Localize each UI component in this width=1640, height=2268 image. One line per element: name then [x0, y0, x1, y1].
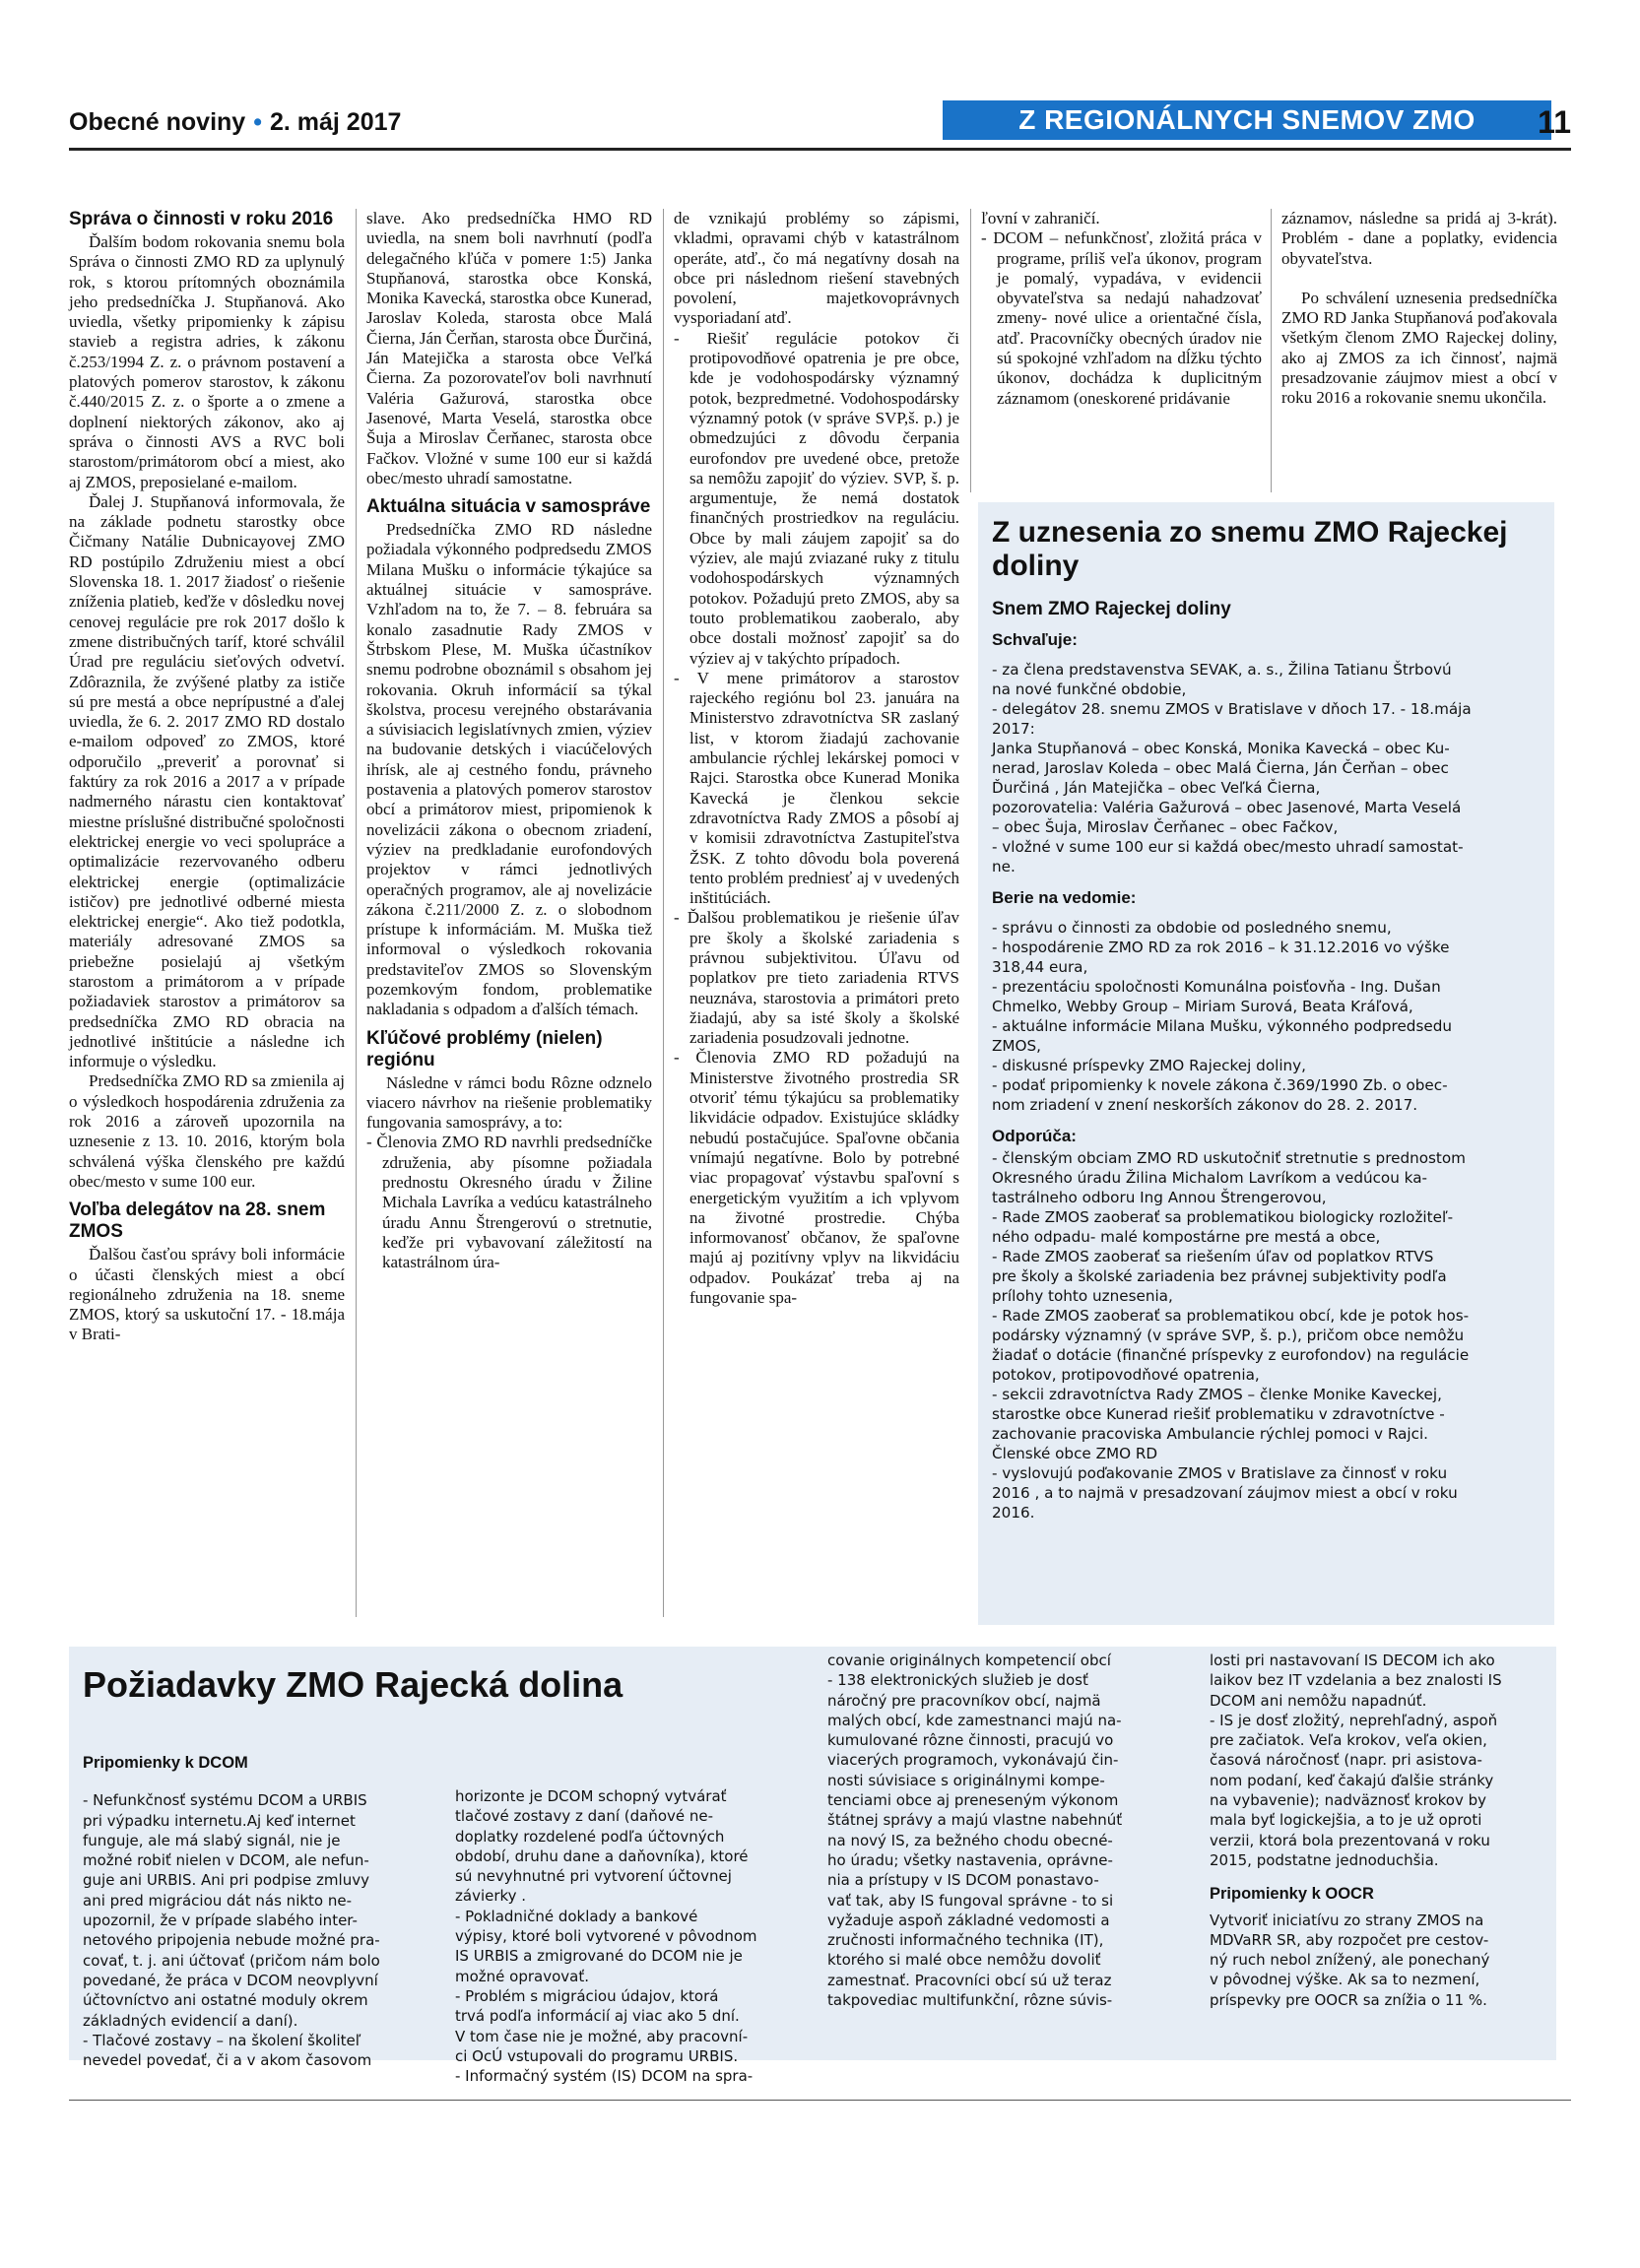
text-line: covať, t. j. ani účtovať (pričom nám bolo — [83, 1951, 380, 1970]
text-line: malých obcí, kde zamestnanci majú na- — [827, 1711, 1122, 1729]
text-line: potokov, protipovodňové opatrenia, — [992, 1366, 1260, 1384]
publication-line — [69, 108, 401, 137]
text-line: - za člena predstavenstva SEVAK, a. s., Žilina Tatianu Štrbovú — [992, 661, 1452, 679]
requirements-column-2 — [455, 1786, 790, 2086]
text-line: takpovediac multifunkční, rôzne súvis- — [827, 1991, 1113, 2010]
text-line: v pôvodnej výške. Ak sa to nezmení, — [1210, 1971, 1480, 1989]
text-line: ný ruch nebol znížený, ale ponechaný — [1210, 1951, 1490, 1970]
publication-date: 2. máj 2017 — [269, 108, 402, 136]
article-column-5 — [1281, 209, 1557, 409]
text-line: výpisy, ktoré boli vytvorené v pôvodnom — [455, 1927, 757, 1946]
section-banner: Z REGIONÁLNYCH SNEMOV ZMO — [943, 100, 1551, 140]
column-divider — [1271, 209, 1272, 492]
text-line: MDVaRR SR, aby rozpočet pre cestov- — [1210, 1930, 1489, 1949]
text-line: – obec Šuja, Miroslav Čerňanec – obec Fačkov, — [992, 818, 1339, 836]
paragraph: Predsedníčka ZMO RD následne požiadala výkonného podpredsedu ZMOS Milana Mušku o informácie týkajúce sa aktuálnej situácie v samospráve. Vzhľadom na to, že 7. – 8. februára sa konalo zasadnutie Rady ZMOS v Štrbskom Plese, M. Muška účastníkov snemu podrobne oboznámil s obsahom jej rokovania. Okruh informácií sa týkal školstva, procesu verejného obstarávania a súvisiacich legislatívnych zmien, výziev na budovanie detských i viacúčelových ihrísk, ale aj cestného fondu, právneho postavenia a platových pomerov starostov obcí a primátorov miest, pripomienok k novelizácii zákona o obecnom zriadení, výziev na predkladanie eurofondových projektov v rámci jednotlivých operačných programov, ale aj novelizácie zákona č.211/2000 Z. z. o slobodnom prístupe k informáciám. M. Muška tiež informoval o výsledkoch rokovania predstaviteľov ZMOS so Slovenským pozemkovým fondom, problematike nakladania s odpadom a ďalších témach. — [366, 520, 652, 1019]
text-line: základných evidencií a daní). — [83, 2011, 298, 2030]
separator-dot: • — [253, 108, 262, 136]
text-line: Vytvoriť iniciatívu zo strany ZMOS na — [1210, 1911, 1484, 1929]
text-line: ho úradu; všetky nastavenia, oprávne- — [827, 1850, 1113, 1869]
text-line: nom zriadení v znení neskorších zákonov do 28. 2. 2017. — [992, 1096, 1418, 1114]
paragraph: Predsedníčka ZMO RD sa zmienila aj o výsledkoch hospodárenia združenia za rok 2016 a zároveň upozornila na uznesenie z 13. 10. 2016, ktorým bola schválená výška členského pre každú obec/mesto v sume 100 eur. — [69, 1071, 345, 1191]
text-line: - sekcii zdravotníctva Rady ZMOS – členke Monike Kaveckej, — [992, 1386, 1442, 1403]
text-line: - delegátov 28. snemu ZMOS v Bratislave v dňoch 17. - 18.mája — [992, 700, 1472, 718]
text-line: covanie originálnych kompetencií obcí — [827, 1652, 1111, 1669]
requirements-box — [69, 1647, 1556, 2086]
text-line: na nové funkčné obdobie, — [992, 680, 1187, 698]
text-line: - Rade ZMOS zaoberať sa problematikou obcí, kde je potok hos- — [992, 1307, 1470, 1325]
heading-activity-report: Správa o činnosti v roku 2016 — [69, 209, 334, 229]
column-divider — [663, 209, 664, 1617]
paragraph: ľovní v zahraničí. — [981, 209, 1100, 227]
text-line: závierky . — [455, 1887, 527, 1906]
text-line: IS URBIS a zmigrované do DCOM nie je — [455, 1947, 743, 1966]
page-header — [69, 98, 1571, 148]
text-line: nevedel povedať, či a v akom časovom — [83, 2051, 372, 2070]
text-line: pozorovatelia: Valéria Gažurová – obec Jasenové, Marta Veselá — [992, 799, 1462, 816]
acknowledges-heading: Berie na vedomie: — [992, 888, 1137, 907]
problem-list — [366, 1133, 652, 1272]
text-line: tenciami obce aj preneseným výkonom — [827, 1791, 1119, 1810]
text-line: ZMOS, — [992, 1037, 1041, 1055]
recommends-block — [992, 1127, 1548, 1523]
text-line: sú nevyhnutné pri vytvorení účtovnej — [455, 1867, 732, 1886]
text-line: 2016 , a to najmä v presadzovaní záujmov miest a obcí v roku — [992, 1484, 1458, 1502]
resolution-title: Z uznesenia zo snemu ZMO Rajeckej doliny — [992, 516, 1508, 582]
text-line: Chmelko, Webby Group – Miriam Surová, Beata Kráľová, — [992, 998, 1413, 1015]
list-item: - Členovia ZMO RD požadujú na Ministerstve životného prostredia SR otvoriť tému týkajúcu sa problematiky likvidácie odpadov. Existujúce skládky nebudú postačujúce. Spaľovne občania vnímajú negatívne. Bolo by potrebné viac propagovať výstavbu spaľovní s energetickým využitím a ich vplyvom na životné prostredie. Chýba informovanosť občanov, že spaľovne majú aj pozitívny vplyv na likvidáciu odpadov. Poukázať treba aj na fungovanie spa- — [674, 1048, 959, 1308]
text-line: trvá podľa informácií aj viac ako 5 dní. — [455, 2007, 740, 2026]
text-line: ci OcÚ vstupovali do programu URBIS. — [455, 2046, 739, 2065]
text-line: vať tak, aby IS fungoval správne - to si — [827, 1891, 1114, 1910]
text-line: funguje, ale má slabý signál, nie je — [83, 1831, 341, 1849]
article-column-3 — [674, 209, 959, 1308]
resolution-subtitle: Snem ZMO Rajeckej doliny — [992, 599, 1231, 619]
text-line: 2016. — [992, 1504, 1035, 1522]
text-line: verzii, ktorá bola prezentovaná v roku — [1210, 1831, 1490, 1849]
text-line: - vyslovujú poďakovanie ZMOS v Bratislave za činnosť v roku — [992, 1464, 1448, 1482]
text-line: období, druhu dane a daňovníka), ktoré — [455, 1847, 749, 1865]
text-line: ani pred migráciou dát nás nikto ne- — [83, 1891, 353, 1910]
approves-heading: Schvaľuje: — [992, 630, 1078, 649]
heading-current-situation: Aktuálna situácia v samospráve — [366, 496, 651, 518]
column-divider — [356, 209, 357, 1617]
text-line: na nový IS, za bežného chodu obecné- — [827, 1831, 1113, 1849]
text-line: horizonte je DCOM schopný vytvárať — [455, 1787, 727, 1805]
publication-name: Obecné noviny — [69, 108, 246, 136]
recommends-heading: Odporúča: — [992, 1127, 1077, 1145]
text-line: nom podaní, keď čakajú ďalšie stránky — [1210, 1771, 1494, 1789]
text-line: - Nefunkčnosť systému DCOM a URBIS — [83, 1791, 367, 1810]
text-line: 318,44 eura, — [992, 958, 1088, 976]
text-line: - Pokladničné doklady a bankové — [455, 1907, 698, 1925]
text-line: náročný pre pracovníkov obcí, najmä — [827, 1691, 1101, 1710]
paragraph: Po schválení uznesenia predsedníčka ZMO RD Janka Stupňanová poďakovala všetkým členom ZMO Rajeckej doliny, ako aj ZMOS za ich činnosť, najmä presadzovanie záujmov miest a obcí v roku 2016 a rokovanie snemu ukončila. — [1281, 288, 1557, 408]
text-line: - Problém s migráciou údajov, ktorá — [455, 1986, 719, 2005]
text-line: mala byť logickejšia, a to je už oproti — [1210, 1811, 1482, 1830]
text-line: nosti súvisiace s originálnymi kompe- — [827, 1771, 1105, 1789]
resolution-content — [992, 630, 1548, 1534]
text-line: pri výpadku internetu.Aj keď internet — [83, 1811, 356, 1830]
requirements-column-4 — [1210, 1651, 1544, 2010]
text-line: DCOM ani nemôžu napadnúť. — [1210, 1691, 1427, 1710]
text-line: - Rade ZMOS zaoberať sa riešením úľav od poplatkov RTVS — [992, 1248, 1434, 1265]
paragraph: záznamov, následne sa pridá aj 3-krát). Problém - dane a poplatky, evidencia obyvateľstva. — [1281, 209, 1557, 268]
text-line: zamestnať. Pracovníci obcí sú už teraz — [827, 1971, 1112, 1989]
text-line: tastrálneho odboru Ing Annou Štrengerovou, — [992, 1189, 1327, 1206]
text-line: - IS je dosť zložitý, neprehľadný, aspoň — [1210, 1711, 1498, 1729]
text-line: 2015, podstatne jednoduchšia. — [1210, 1850, 1439, 1869]
text-line: žiadať o dotácie (finančné príspevky z eurofondov) na regulácie — [992, 1346, 1470, 1364]
text-line: - členským obciam ZMO RD uskutočniť stretnutie s prednostom — [992, 1149, 1466, 1167]
text-line: viacerých programoch, vykonávajú čin- — [827, 1751, 1119, 1770]
text-line: časová náročnosť (napr. pri asistova- — [1210, 1751, 1482, 1770]
text-line: Členské obce ZMO RD — [992, 1445, 1158, 1462]
dcom-heading: Pripomienky k DCOM — [83, 1754, 248, 1772]
text-line: Janka Stupňanová – obec Konská, Monika Kavecká – obec Ku- — [992, 740, 1450, 757]
article-column-1 — [69, 209, 345, 1345]
text-line: prílohy tohto uznesenia, — [992, 1287, 1173, 1305]
text-line: povedané, že práca v DCOM neovplyvní — [83, 1971, 378, 1989]
paragraph: de vznikajú problémy so zápismi, vkladmi, opravami chýb v katastrálnom operáte, atď., čo má negatívny dosah na obce pri následnom riešení stavebných povolení, majetkovoprávnych vysporiadaní atď. — [674, 209, 959, 328]
heading-delegates: Voľba delegátov na 28. snem ZMOS — [69, 1199, 326, 1243]
footer-rule — [69, 2100, 1571, 2101]
text-line: starostke obce Kunerad riešiť problematiku v zdravotníctve - — [992, 1405, 1445, 1423]
text-line: - Rade ZMOS zaoberať sa problematikou biologicky rozložiteľ- — [992, 1208, 1454, 1226]
requirements-column-1 — [83, 1753, 408, 2070]
header-rule — [69, 148, 1571, 151]
text-line: upozornil, že v prípade slabého inter- — [83, 1912, 358, 1930]
text-line: zachovanie pracoviska Ambulancie rýchlej pomoci v Rajci. — [992, 1425, 1429, 1443]
text-line: zručnosti informačného technika (IT), — [827, 1931, 1104, 1950]
text-line: - podať pripomienky k novele zákona č.369/1990 Zb. o obec- — [992, 1076, 1448, 1094]
text-line: pre školy a školské zariadenia bez právnej subjektivity podľa — [992, 1267, 1447, 1285]
problem-list — [674, 329, 959, 1309]
list-item: - Ďalšou problematikou je riešenie úľav pre školy a školské zariadenia s právnou subjektivitou. Úľavu od poplatkov pre tieto zariadenia RTVS neuznáva, starostovia a primátori preto žiadajú, aby sa isté školy a školské zariadenia posudzovali jednotne. — [674, 908, 959, 1048]
text-line: - prezentáciu spoločnosti Komunálna poisťovňa - Ing. Dušan — [992, 978, 1441, 996]
text-line: tlačové zostavy z daní (daňové ne- — [455, 1807, 714, 1826]
requirements-title: Požiadavky ZMO Rajecká dolina — [83, 1664, 623, 1705]
oocr-heading: Pripomienky k OOCR — [1210, 1885, 1374, 1904]
list-item: - Členovia ZMO RD navrhli predsedníčke združenia, aby písomne požiadala prednostu Okresného úradu v Žiline Michala Lavríka a vedúcu katastrálneho úradu Annu Štrengerovú o stretnutie, keďže pri vybavovaní záležitostí na katastrálnom úra- — [366, 1133, 652, 1272]
text-line: V tom čase nie je možné, aby pracovní- — [455, 2027, 749, 2045]
text-line: ne. — [992, 858, 1016, 875]
text-line: nerad, Jaroslav Koleda – obec Malá Čierna, Ján Čerňan – obec — [992, 759, 1449, 777]
text-line: - 138 elektronických služieb je dosť — [827, 1671, 1088, 1690]
text-line: guje ani URBIS. Ani pri podpise zmluvy — [83, 1871, 369, 1890]
list-item: - DCOM – nefunkčnosť, zložitá práca v programe, príliš veľa úkonov, program je pomalý, vypadáva, v evidencii obyvateľstva sa nedajú nahadzovať zmeny- nové ulice a orientačné čísla, atď. Pracovníčky obecných úradov nie sú spokojné vzhľadom na dĺžku týchto úkonov, dochádza k duplicitným záznamom (oneskorené pridávanie — [981, 228, 1262, 409]
text-line: - hospodárenie ZMO RD za rok 2016 – k 31.12.2016 vo výške — [992, 939, 1450, 956]
text-line: na vybavenie); nadväznosť krokov by — [1210, 1791, 1487, 1810]
text-line: ného odpadu- malé kompostárne pre mestá a obce, — [992, 1228, 1381, 1246]
article-column-4 — [981, 209, 1262, 409]
text-line: podársky významný (v správe SVP, š. p.), pričom obce nemôžu — [992, 1327, 1465, 1344]
paragraph: Ďalším bodom rokovania snemu bola Správa o činnosti ZMO RD za uplynulý rok, s ktorou prítomných oboznámila jeho predsedníčka J. Stupňanová. Ako uviedla, všetky pripomienky k zápisu stavieb a registra adries, k zákonu č.253/1994 Z. z. o právnom postavení a platových pomerov starostov, k zákonu č.440/2015 Z. z. o športe a o zmene a doplnení niektorých zákonov, ako aj správa o činnosti AVS a RVC boli starostom/primátorom obcí a miest, ako aj ZMOS, preposielané e-mailom. — [69, 232, 345, 491]
text-line: pre začiatok. Veľa krokov, veľa okien, — [1210, 1731, 1487, 1750]
page-number: 11 — [1538, 104, 1571, 140]
paragraph: Ďalej J. Stupňanová informovala, že na základe podnetu starostky obce Čičmany Natálie Dubnicayovej ZMO RD postúpilo Združeniu miest a obcí Slovenska 18. 1. 2017 žiadosť o riešenie zníženia platieb, keďže v dôsledku novej cenovej regulácie pre rok 2017 došlo k zmene distribučných taríf, ktoré schválil Úrad pre reguláciu sieťových odvetví. Zdôraznila, že zvýšené platby za ističe sú pre mestá a obce neprípustné a ďalej uviedla, že 6. 2. 2017 ZMO RD dostalo e-mailom odpoveď zo ZMOS, ktoré odporučilo „preveriť a porovnať si faktúry za rok 2016 a 2017 a v prípade nadmerného nárastu cien kontaktovať miestne príslušné distribučné spoločnosti elektrickej energie vo veci spolupráce a optimalizácie rezervovaného odberu elektrickej energie (optimalizácie ističov) pre jednotlivé odberné miesta elektrickej energie“. Ako tiež podotkla, materiály adresované ZMOS sa priebežne posielajú aj všetkým starostom a primátorom a v prípade požiadaviek starostov a primátorov sa predsedníčka ZMO RD obracia na jednotlivé inštitúcie a následne ich informuje o výsledku. — [69, 491, 345, 1071]
text-line: - Informačný systém (IS) DCOM na spra- — [455, 2067, 754, 2086]
text-line: možné robiť nielen v DCOM, ale nefun- — [83, 1851, 369, 1870]
list-item: - V mene primátorov a starostov rajeckého regiónu bol 23. januára na Ministerstvo zdravotníctva SR zaslaný list, v ktorom žiadajú zachovanie ambulancie rýchlej lekárskej pomoci v Rajci. Starostka obce Kunerad Monika Kavecká je členkou sekcie zdravotníctva Rady ZMOS a pôsobí aj v komisii zdravotníctva Zastupiteľstva ŽSK. Z tohto dôvodu bola poverená tento problém predniesť aj v uvedených inštitúciách. — [674, 669, 959, 909]
resolution-box — [978, 502, 1554, 1625]
text-line: Okresného úradu Žilina Michalom Lavríkom a vedúcou ka- — [992, 1169, 1427, 1187]
column-divider — [970, 209, 971, 492]
text-line: kumulované rôzne činnosti, pracujú vo — [827, 1731, 1114, 1750]
text-line: - Tlačové zostavy – na školení školiteľ — [83, 2031, 361, 2049]
article-column-2 — [366, 209, 652, 1273]
text-line: možné opravovať. — [455, 1967, 589, 1985]
text-line: netového pripojenia nebude možné pra- — [83, 1931, 380, 1950]
text-line: - správu o činnosti za obdobie od posledného snemu, — [992, 919, 1392, 937]
text-line: vyžaduje aspoň základné vedomosti a — [827, 1911, 1110, 1929]
text-line: doplatky rozdelené podľa účtovných — [455, 1827, 725, 1846]
problem-list — [981, 228, 1262, 409]
text-line: - diskusné príspevky ZMO Rajeckej doliny, — [992, 1057, 1306, 1074]
text-line: Ďurčiná , Ján Matejička – obec Veľká Čierna, — [992, 779, 1321, 797]
acknowledges-block — [992, 888, 1548, 1115]
text-line: - aktuálne informácie Milana Mušku, výkonného podpredsedu — [992, 1017, 1452, 1035]
paragraph: Následne v rámci bodu Rôzne odznelo viacero návrhov na riešenie problematiky fungovania samosprávy, a to: — [366, 1072, 652, 1133]
text-line: 2017: — [992, 720, 1035, 738]
text-line: príspevky pre OOCR sa znížia o 11 %. — [1210, 1990, 1487, 2009]
text-line: nia a prístupy v IS DCOM ponastavo- — [827, 1871, 1099, 1890]
text-line: - vložné v sume 100 eur si každá obec/mesto uhradí samostat- — [992, 838, 1464, 856]
text-line: štátnej správy a majú vlastne nabehnúť — [827, 1811, 1123, 1830]
heading-key-problems: Kľúčové problémy (nielen) regiónu — [366, 1027, 603, 1070]
requirements-column-3 — [827, 1651, 1162, 2010]
paragraph: Ďalšou časťou správy boli informácie o účasti členských miest a obcí regionálneho združenia na 18. sneme ZMOS, ktorý sa uskutoční 17. - 18.mája v Brati- — [69, 1245, 345, 1344]
text-line: losti pri nastavovaní IS DECOM ich ako — [1210, 1652, 1495, 1669]
list-item: - Riešiť regulácie potokov či protipovodňové opatrenia je pre obce, kde je vodohospodársky významný potok, bezpredmetné. Vodohospodársky významný potok (v správe SVP,š. p.) je obmedzujúci z dôvodu čerpania eurofondov pre uvedené obce, pretože sa nemôžu zapojiť do výziev. SVP, š. p. argumentuje, že nemá dostatok finančných prostriedkov na reguláciu. Obce by mali záujem zapojiť sa do výziev, ale majú zviazané ruky z titulu vodohospodárskych významných potokov. Požadujú preto ZMOS, aby sa touto problematikou zaoberalo, aby obce dostali možnosť zapojiť sa do výziev aj v takýchto prípadoch. — [674, 329, 959, 669]
text-line: ktorého si malé obce nemôžu dovoliť — [827, 1951, 1101, 1970]
text-line: účtovníctvo ani ostatné moduly okrem — [83, 1991, 368, 2010]
text-line: laikov bez IT vzdelania a bez znalosti IS — [1210, 1671, 1502, 1690]
paragraph: slave. Ako predsedníčka HMO RD uviedla, na snem boli navrhnutí (podľa delegačného kľúča v pomere 1:5) Janka Stupňanová, starostka obce Konská, Monika Kavecká, starostka obce Kunerad, Jaroslav Koleda, starosta obce Malá Čierna, Ján Čerňan, starosta obce Ďurčiná, Ján Matejička a starosta obce Veľká Čierna. Za pozorovateľov boli navrhnutí Valéria Gažurová, starostka obce Jasenové, Marta Veselá, starostka obce Šuja a Miroslav Čerňanec, starosta obce Fačkov. Vložné v sume 100 eur si každá obec/mesto uhradí samostatne. — [366, 209, 652, 487]
approves-block — [992, 630, 1548, 876]
